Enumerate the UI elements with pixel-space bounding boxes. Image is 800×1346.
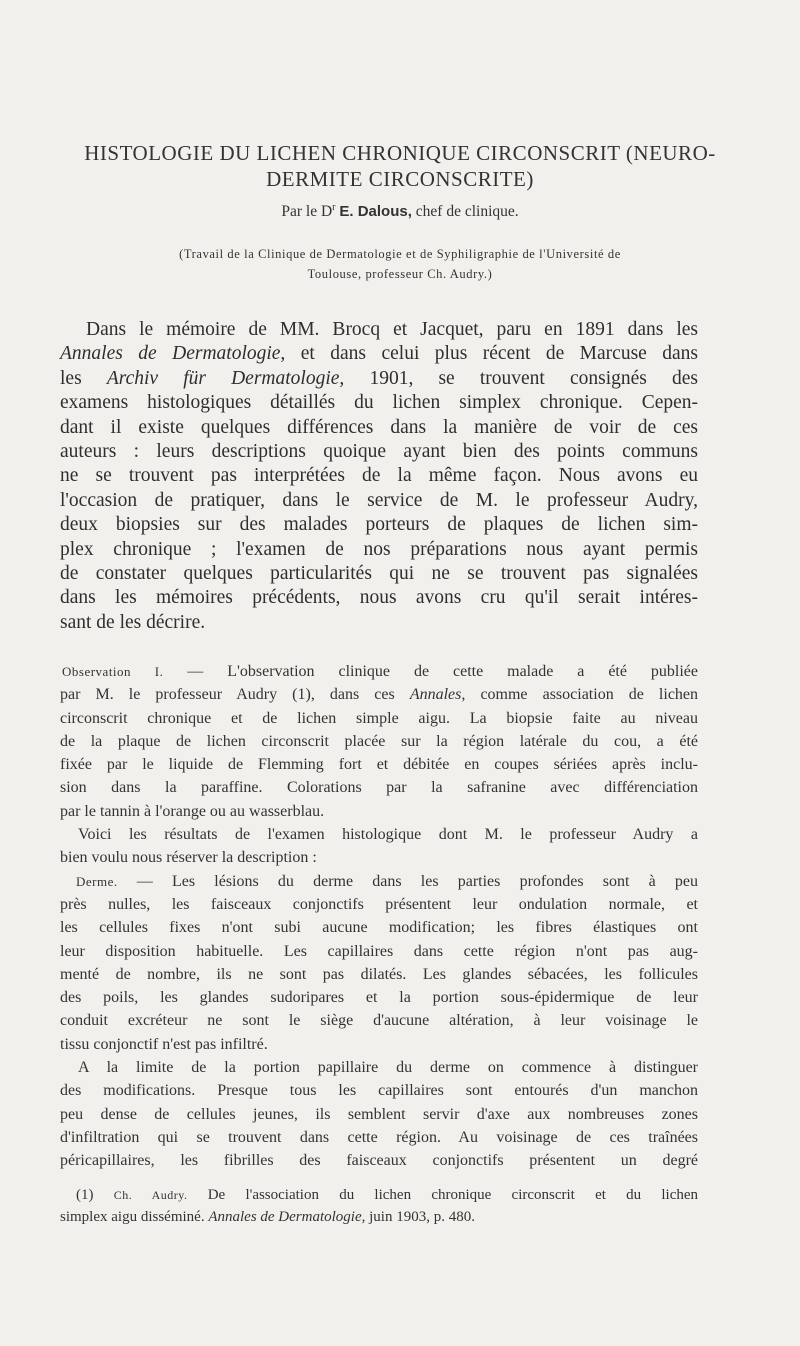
intro-text: 1901, se trouvent consignés des bbox=[369, 367, 698, 389]
obs-line: fixée par le liquide de Flemming fort et débitée en coupes sériées après inclu- bbox=[60, 756, 698, 774]
intro-line: sant de les décrire. bbox=[60, 611, 206, 633]
obs-text: par M. le professeur Audry (1), dans ces bbox=[60, 686, 395, 704]
obs-line bbox=[60, 660, 698, 683]
obs-line: péricapillaires, les fibrilles des faisceaux conjonctifs présentent un degré bbox=[60, 1152, 698, 1170]
obs-line: circonscrit chronique et de lichen simple aigu. La biopsie faite au niveau bbox=[60, 709, 698, 727]
obs-line bbox=[60, 870, 698, 893]
journal-title: Annales de Dermatologie, bbox=[208, 1209, 366, 1225]
obs-line: près nulles, les faisceaux conjonctifs présentent leur ondulation normale, et bbox=[60, 895, 698, 913]
intro-line: dans les mémoires précédents, nous avons cru qu'il serait intéres- bbox=[60, 587, 698, 609]
intro-text: les bbox=[60, 367, 82, 389]
intro-line: plex chronique ; l'examen de nos préparations nous ayant permis bbox=[60, 538, 698, 560]
byline-prefix: Par le D bbox=[281, 203, 333, 221]
obs-line: les cellules fixes n'ont subi aucune modification; les fibres élastiques ont bbox=[60, 919, 698, 937]
intro-line: examens histologiques détaillés du lichen simplex chronique. Cepen- bbox=[60, 392, 698, 414]
obs-line: par le tannin à l'orange ou au wasserblau. bbox=[60, 802, 325, 820]
obs-line: peu dense de cellules jeunes, ils semblent servir d'axe aux nombreuses zones bbox=[60, 1105, 698, 1123]
footnote-text: simplex aigu disséminé. bbox=[60, 1209, 205, 1225]
author-name: E. Dalous, bbox=[339, 203, 412, 221]
journal-title: Annales de Dermatologie, bbox=[60, 343, 286, 365]
author-role: chef de clinique. bbox=[415, 203, 519, 221]
intro-paragraph bbox=[60, 318, 698, 635]
obs-line: tissu conjonctif n'est pas infiltré. bbox=[60, 1035, 268, 1053]
article-title bbox=[60, 140, 740, 192]
footnote-author: Ch. Audry. bbox=[113, 1188, 188, 1202]
intro-line: Dans le mémoire de MM. Brocq et Jacquet, paru en 1891 dans les bbox=[86, 319, 698, 340]
journal-title: Annales, bbox=[409, 686, 466, 704]
journal-title: Archiv für Dermatologie, bbox=[106, 367, 345, 389]
obs-line bbox=[60, 683, 698, 706]
intro-line bbox=[60, 367, 698, 391]
intro-text: et dans celui plus récent de Marcuse dans bbox=[300, 343, 699, 365]
obs-line: des modifications. Presque tous les capillaires sont entourés d'un manchon bbox=[60, 1082, 698, 1100]
footnote-marker: (1) bbox=[76, 1187, 94, 1203]
intro-line bbox=[60, 342, 698, 366]
obs-line: leur disposition habituelle. Les capillaires dans cette région n'ont pas aug- bbox=[60, 942, 698, 960]
derme-heading: Derme. bbox=[76, 873, 118, 889]
intro-line: ne se trouvent pas interprétées de la même façon. Nous avons eu bbox=[60, 465, 698, 487]
obs-line: Voici les résultats de l'examen histologique dont M. le professeur Audry a bbox=[78, 826, 698, 844]
observation-section bbox=[60, 660, 698, 1173]
title-line-2: DERMITE CIRCONSCRITE) bbox=[266, 167, 534, 191]
obs-line: d'infiltration qui se trouvent dans cette région. Au voisinage de ces traînées bbox=[60, 1128, 698, 1146]
obs-line: conduit excréteur ne sont le siège d'aucune altération, à leur voisinage le bbox=[60, 1012, 698, 1030]
obs-text: comme association de lichen bbox=[480, 686, 699, 704]
footnote-line bbox=[60, 1206, 698, 1228]
obs-line: des poils, les glandes sudoripares et la portion sous-épidermique de leur bbox=[60, 989, 698, 1007]
byline bbox=[0, 202, 800, 221]
obs-text: — Les lésions du derme dans les parties profondes sont à peu bbox=[136, 872, 698, 890]
obs-line: A la limite de la portion papillaire du derme on commence à distinguer bbox=[78, 1059, 698, 1077]
affiliation-line-1: (Travail de la Clinique de Dermatologie et de Syphiligraphie de l'Université de bbox=[179, 247, 621, 261]
obs-line: de la plaque de lichen circonscrit placée sur la région latérale du cou, a été bbox=[60, 732, 698, 750]
obs-line: menté de nombre, ils ne sont pas dilatés. Les glandes sébacées, les follicules bbox=[60, 965, 698, 983]
intro-line: l'occasion de pratiquer, dans le service de M. le professeur Audry, bbox=[60, 489, 698, 511]
affiliation-line-2: Toulouse, professeur Ch. Audry.) bbox=[307, 267, 493, 281]
affiliation bbox=[60, 244, 740, 284]
byline-sup: r bbox=[332, 202, 336, 213]
obs-line: bien voulu nous réserver la description : bbox=[60, 849, 317, 867]
obs-text: — L'observation clinique de cette malade a été publiée bbox=[187, 663, 699, 680]
footnote bbox=[60, 1184, 698, 1228]
footnote-line bbox=[60, 1184, 698, 1206]
intro-line: auteurs : leurs descriptions quoique ayant bien des points communs bbox=[60, 441, 698, 463]
intro-line: dant il existe quelques différences dans la manière de voir de ces bbox=[60, 416, 698, 438]
intro-line: de constater quelques particularités qui ne se trouvent pas signalées bbox=[60, 563, 698, 585]
footnote-text: De l'association du lichen chronique circonscrit et du lichen bbox=[207, 1187, 699, 1203]
observation-heading: Observation I. bbox=[62, 664, 164, 679]
footnote-text: juin 1903, p. 480. bbox=[369, 1209, 475, 1225]
intro-line: deux biopsies sur des malades porteurs de plaques de lichen sim- bbox=[60, 514, 698, 536]
obs-line: sion dans la paraffine. Colorations par la safranine avec différenciation bbox=[60, 779, 698, 797]
title-line-1: HISTOLOGIE DU LICHEN CHRONIQUE CIRCONSCRIT (NEURO- bbox=[84, 141, 716, 165]
